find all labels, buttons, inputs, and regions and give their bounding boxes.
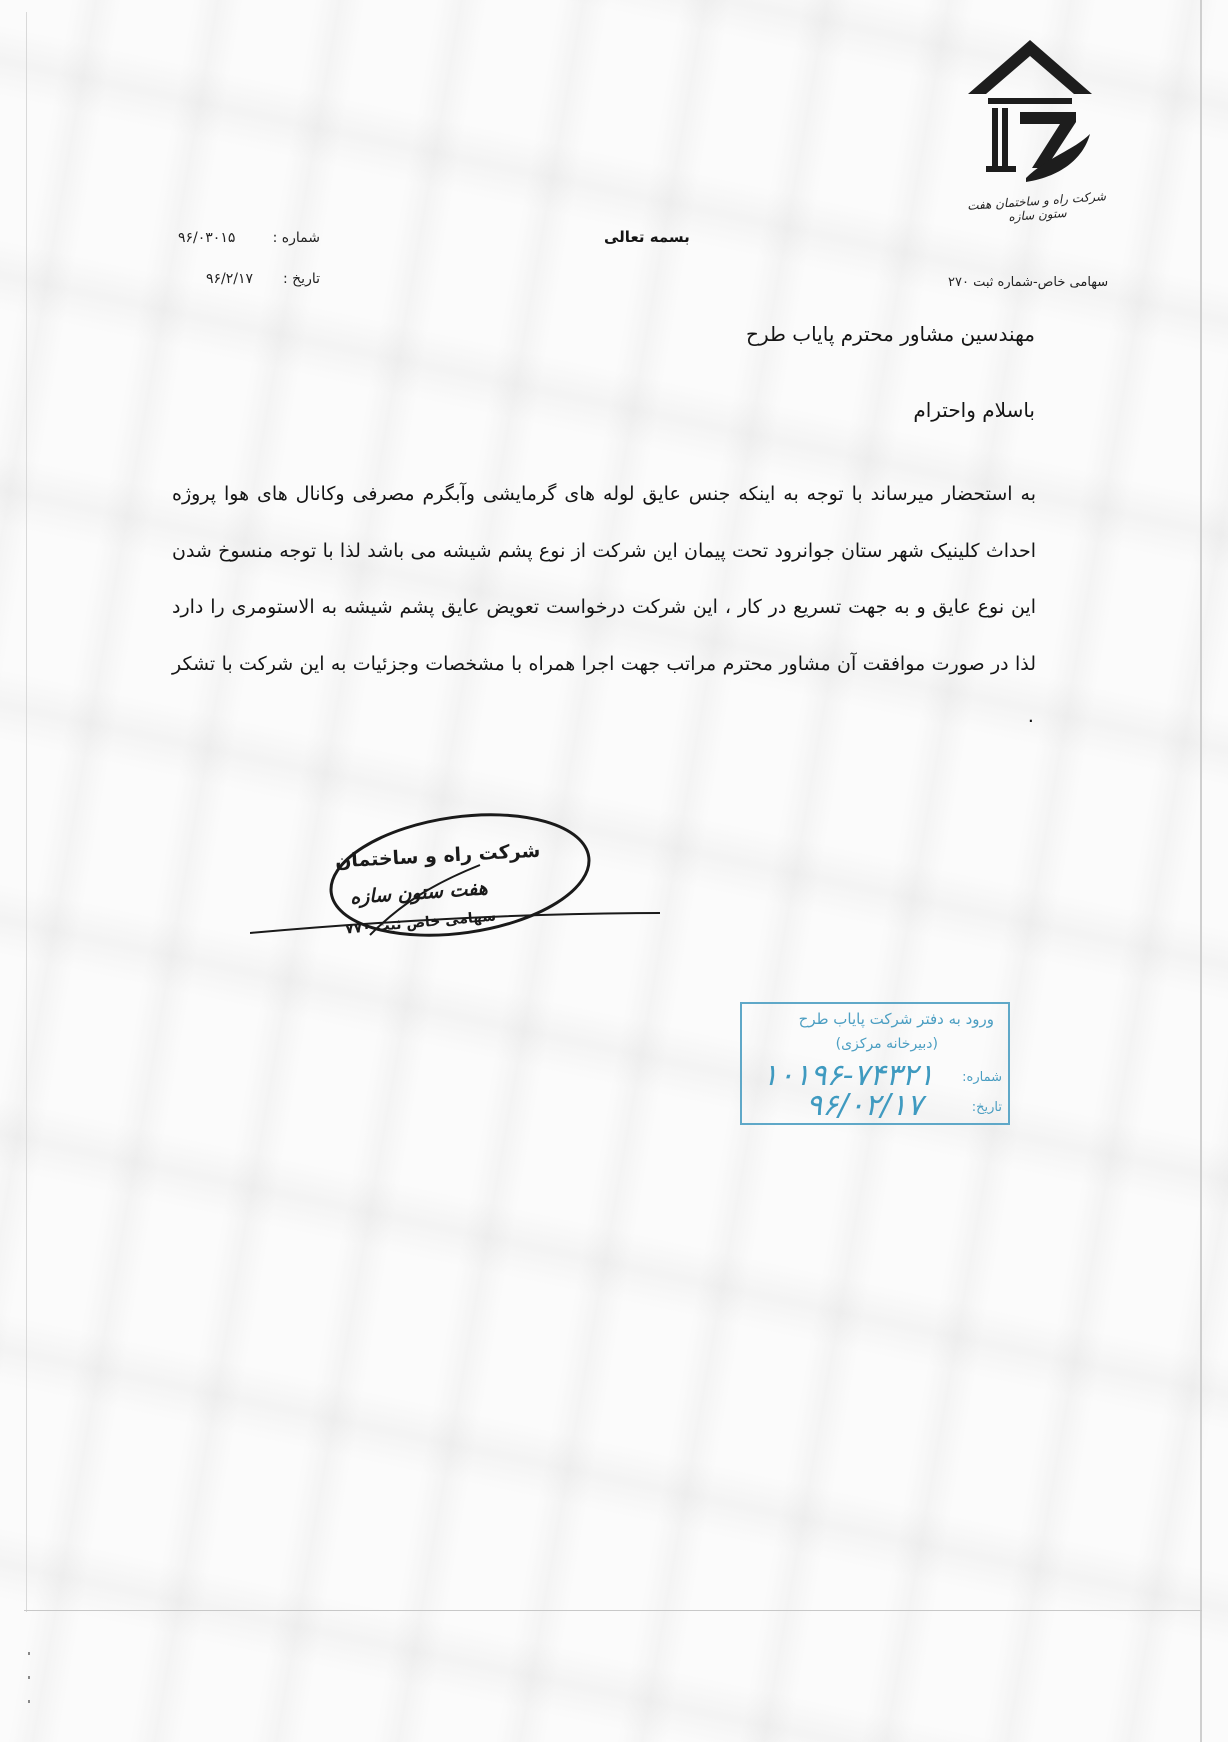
stamp-date-label: تاریخ:: [971, 1100, 1002, 1115]
letter-number-label: شماره :: [272, 230, 320, 246]
margin-mark: [28, 1700, 30, 1703]
letter-body: به استحضار میرساند با توجه به اینکه جنس عایق لوله های گرمایشی وآبگرم مصرفی وکانال های هوا پروژه احداث کلینیک شهر ستان جوانرود تحت پیمان این شرکت از نوع پشم شیشه می باشد لذا با توجه منسوخ شدن این نوع عایق و به جهت تسریع در کار ، این شرکت درخواست تعویض عایق پشم شیشه به الاستومری را دارد لذا در صورت موافقت آن مشاور محترم مراتب جهت اجرا همراه با مشخصات وجزئیات به این شرکت با تشکر ٠: [172, 483, 1036, 731]
letter-date: [206, 271, 320, 287]
stamp-title: ورود به دفتر شرکت پایاب طرح: [798, 1010, 994, 1028]
company-caption: شرکت راه و ساختمان هفت ستون سازه: [966, 189, 1107, 224]
letter-date-label: تاریخ :: [282, 271, 320, 287]
seal-line-2: هفت ستون سازه: [349, 877, 489, 909]
company-logo: [966, 38, 1094, 188]
seal-line-1: شرکت راه و ساختمان: [334, 839, 541, 873]
invocation-heading: بسمه تعالی: [604, 228, 690, 246]
stamp-date-value: ۹۶/۰۲/۱۷: [806, 1088, 923, 1123]
margin-mark: [28, 1676, 30, 1679]
paper-edge-right: [1200, 0, 1202, 1742]
paper-edge-left: [26, 12, 27, 1612]
receipt-stamp: [740, 1002, 1010, 1125]
paper-edge-bottom: [24, 1610, 1202, 1611]
letter-number-value: ۹۶/۰۳۰۱۵: [178, 230, 236, 246]
stamp-number-label: شماره:: [962, 1070, 1002, 1085]
recipient-line: مهندسین مشاور محترم پایاب طرح: [746, 322, 1035, 346]
company-registration: سهامی خاص-شماره ثبت ۲۷۰: [948, 275, 1109, 290]
margin-mark: [28, 1652, 30, 1655]
stamp-subtitle: (دبیرخانه مرکزی): [835, 1036, 938, 1052]
greeting-line: باسلام واحترام: [913, 398, 1035, 422]
seal-line-3: سهامی خاص ثبت ۷۷۰: [344, 908, 497, 938]
stamp-number-value: ۱۰۱۹۶-۷۴۳۲۱: [762, 1058, 934, 1093]
letter-number: [178, 230, 320, 246]
letter-date-value: ۹۶/۲/۱۷: [206, 271, 254, 287]
